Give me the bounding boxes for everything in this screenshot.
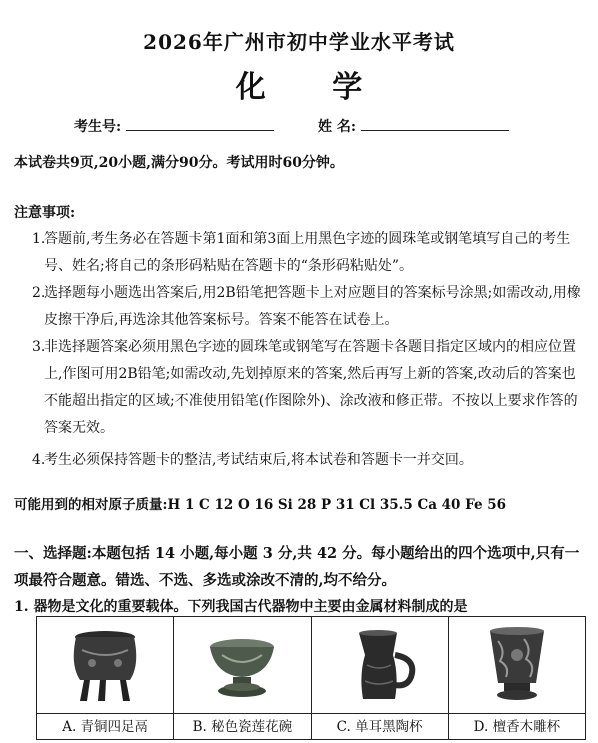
name-blank — [361, 116, 509, 131]
option-b — [174, 617, 311, 739]
name-label: 姓 名: — [318, 119, 357, 135]
bronze-tripod-icon — [37, 623, 173, 707]
candidate-number-label: 考生号: — [74, 119, 122, 135]
note-item — [32, 447, 584, 474]
porcelain-bowl-icon — [174, 623, 310, 707]
note-number: 3. — [32, 339, 46, 355]
atomic-masses: 可能用到的相对原子质量:H 1 C 12 O 16 Si 28 P 31 Cl 35.5 Ca 40 Fe 56 — [14, 497, 507, 513]
option-label: C. 单耳黑陶杯 — [312, 713, 448, 742]
sandalwood-cup-icon — [449, 623, 585, 707]
note-number: 2. — [32, 285, 46, 301]
candidate-number-blank — [126, 116, 274, 131]
option-d — [449, 617, 585, 739]
question-stem: 1. 器物是文化的重要载体。下列我国古代器物中主要由金属材料制成的是 — [14, 599, 468, 615]
note-text: 选择题每小题选出答案后,用2B铅笔把答题卡上对应题目的答案标号涂黑;如需改动,用橡皮擦干净后,再选涂其他答案标号。答案不能答在试卷上。 — [44, 285, 581, 328]
note-item — [32, 280, 584, 334]
option-a — [37, 617, 174, 739]
note-text: 答题前,考生务必在答题卡第1面和第3面上用黑色字迹的圆珠笔或钢笔填写自己的考生号、姓名;将自己的条形码粘贴在答题卡的“条形码粘贴处”。 — [44, 231, 571, 274]
note-item — [32, 226, 584, 280]
section-heading: 一、选择题:本题包括 14 小题,每小题 3 分,共 42 分。每小题给出的四个选项中,只有一项最符合题意。错选、不选、多选或涂改不清的,均不给分。 — [14, 545, 580, 589]
exam-summary: 本试卷共9页,20小题,满分90分。考试用时60分钟。 — [14, 155, 344, 171]
note-number: 1. — [32, 231, 46, 247]
note-text: 非选择题答案必须用黑色字迹的圆珠笔或钢笔写在答题卡各题目指定区域内的相应位置上,作图可用2B铅笔;如需改动,先划掉原来的答案,然后再写上新的答案,改动后的答案也不能超出指定的区域;不准使用铅笔(作图除外)、涂改液和修正带。不按以上要求作答的答案无效。 — [44, 339, 578, 436]
option-label: B. 秘色瓷莲花碗 — [174, 713, 310, 742]
note-item — [32, 334, 584, 442]
option-c — [312, 617, 449, 739]
exam-title: 2026年广州市初中学业水平考试 — [143, 30, 455, 54]
note-text: 考生必须保持答题卡的整洁,考试结束后,将本试卷和答题卡一并交回。 — [44, 452, 473, 468]
subject-title: 化 学 — [235, 70, 391, 105]
black-pottery-cup-icon — [312, 623, 448, 707]
candidate-number-field — [74, 116, 274, 136]
option-label: A. 青铜四足鬲 — [37, 713, 173, 742]
options-table — [36, 616, 586, 740]
note-number: 4. — [32, 452, 46, 468]
name-field — [318, 116, 509, 136]
option-label: D. 檀香木雕杯 — [449, 713, 585, 742]
notes-heading: 注意事项: — [14, 205, 76, 221]
